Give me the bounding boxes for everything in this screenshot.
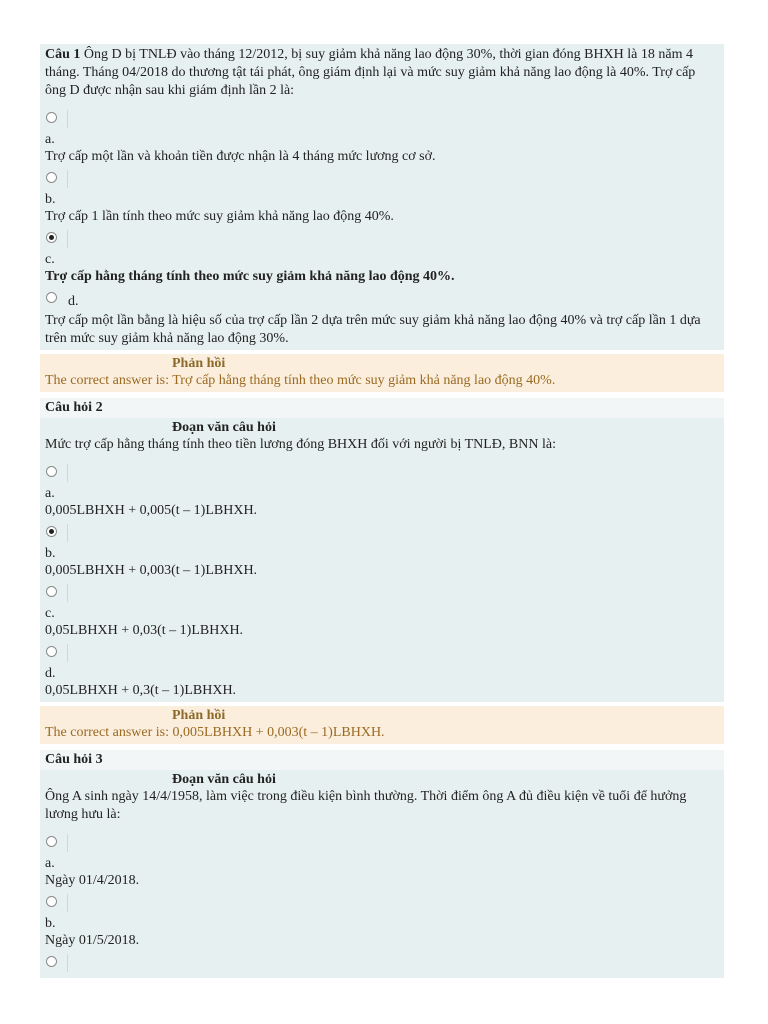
option-text: Trợ cấp hằng tháng tính theo mức suy giảm khả năng lao động 40%. — [45, 269, 455, 284]
option-letter: c. — [45, 252, 55, 267]
feedback-title: Phản hồi — [172, 356, 226, 371]
option-text: 0,005LBHXH + 0,005(t – 1)LBHXH. — [45, 503, 258, 518]
option-letter: a. — [45, 486, 55, 501]
radio-option-a[interactable] — [46, 112, 57, 123]
option-c — [45, 226, 719, 286]
question-2-header: Câu hỏi 2 — [40, 398, 724, 418]
question-text-heading: Đoạn văn câu hỏi — [172, 772, 276, 787]
radio-option-d[interactable] — [46, 646, 57, 657]
radio-option-a[interactable] — [46, 836, 57, 847]
option-b — [45, 166, 719, 226]
option-letter: d. — [45, 666, 56, 681]
question-1-text: Câu 1 Ông D bị TNLĐ vào tháng 12/2012, bị suy giảm khả năng lao động 30%, thời gian đóng BHXH là 18 năm 4 tháng. Tháng 04/2018 do thương tật tái phát, ông giám định lại và mức suy giảm khả năng lao động là 40%. Trợ cấp ông D được nhận sau khi giám định lần 2 là: — [45, 47, 696, 98]
feedback-1 — [40, 354, 724, 392]
option-text: Trợ cấp một lần bằng là hiệu số của trợ cấp lần 2 dựa trên mức suy giảm khả năng lao động 40% và trợ cấp lần 1 dựa trên mức suy giảm khả năng lao động 30%. — [45, 313, 701, 346]
radio-option-a[interactable] — [46, 466, 57, 477]
option-letter: d. — [68, 294, 79, 309]
option-letter: a. — [45, 856, 55, 871]
radio-option-c[interactable] — [46, 586, 57, 597]
radio-option-b[interactable] — [46, 896, 57, 907]
radio-option-d[interactable] — [46, 292, 57, 303]
option-text: Trợ cấp 1 lần tính theo mức suy giảm khả năng lao động 40%. — [45, 209, 394, 224]
feedback-title: Phản hồi — [172, 708, 226, 723]
question-1-number: Câu 1 — [45, 47, 81, 62]
option-text: Ngày 01/5/2018. — [45, 933, 140, 948]
radio-option-c[interactable] — [46, 956, 57, 967]
feedback-2 — [40, 706, 724, 744]
question-1 — [40, 44, 724, 350]
option-letter: b. — [45, 546, 56, 561]
question-3 — [40, 770, 724, 978]
radio-option-b[interactable] — [46, 526, 57, 537]
quiz-review-page — [40, 44, 724, 978]
option-c — [45, 580, 719, 640]
option-b — [45, 890, 719, 950]
option-a — [45, 830, 719, 890]
question-3-text: Ông A sinh ngày 14/4/1958, làm việc trong điều kiện bình thường. Thời điểm ông A đủ điều kiện về tuổi để hưởng lương hưu là: — [45, 789, 687, 822]
question-2 — [40, 418, 724, 702]
option-c — [45, 950, 719, 976]
feedback-text: The correct answer is: 0,005LBHXH + 0,003(t – 1)LBHXH. — [45, 725, 385, 740]
option-d — [45, 286, 719, 348]
option-text: Ngày 01/4/2018. — [45, 873, 140, 888]
question-2-text: Mức trợ cấp hằng tháng tính theo tiền lương đóng BHXH đối với người bị TNLĐ, BNN là: — [45, 437, 556, 452]
option-letter: a. — [45, 132, 55, 147]
option-text: 0,05LBHXH + 0,03(t – 1)LBHXH. — [45, 623, 244, 638]
option-text: 0,05LBHXH + 0,3(t – 1)LBHXH. — [45, 683, 237, 698]
option-a — [45, 460, 719, 520]
question-3-header: Câu hỏi 3 — [40, 750, 724, 770]
question-text-heading: Đoạn văn câu hỏi — [172, 420, 276, 435]
option-d — [45, 640, 719, 700]
option-text: 0,005LBHXH + 0,003(t – 1)LBHXH. — [45, 563, 258, 578]
option-letter: b. — [45, 916, 56, 931]
feedback-text: The correct answer is: Trợ cấp hằng tháng tính theo mức suy giảm khả năng lao động 40%. — [45, 373, 556, 388]
option-letter: c. — [45, 606, 55, 621]
radio-option-b[interactable] — [46, 172, 57, 183]
radio-option-c[interactable] — [46, 232, 57, 243]
option-b — [45, 520, 719, 580]
option-a — [45, 106, 719, 166]
option-letter: b. — [45, 192, 56, 207]
option-text: Trợ cấp một lần và khoản tiền được nhận là 4 tháng mức lương cơ sở. — [45, 149, 436, 164]
